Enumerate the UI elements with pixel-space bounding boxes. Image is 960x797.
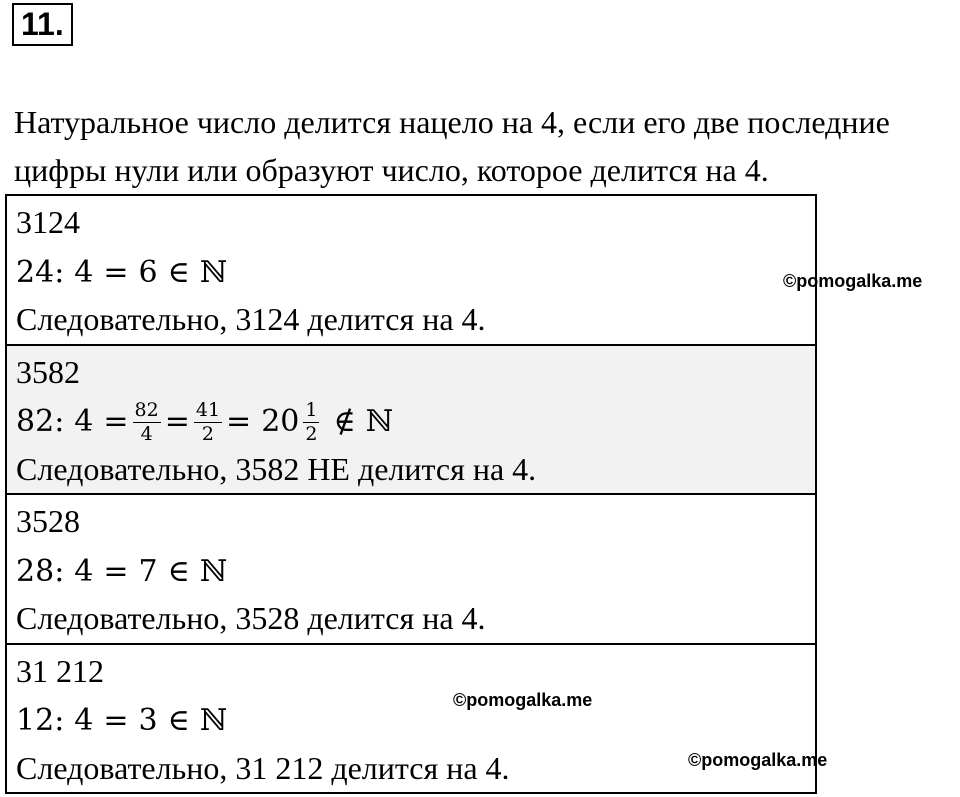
dividend: 28	[16, 553, 55, 589]
row-conclusion: Следовательно, 3124 делится на 4.	[16, 301, 486, 337]
fraction-numerator: 82	[134, 398, 159, 421]
rule-text	[14, 98, 960, 194]
watermark: ©pomogalka.me	[453, 690, 593, 710]
divisor: 4	[74, 553, 94, 589]
non-membership-symbol: ∉	[333, 404, 356, 439]
natural-set-symbol: ℕ	[199, 254, 228, 290]
row-calculation: 28 : 4 = 7 ∈ ℕ	[16, 546, 815, 595]
dividend: 24	[16, 254, 55, 290]
fraction-denominator: 2	[201, 422, 214, 445]
quotient: 7	[138, 553, 158, 589]
fraction	[133, 399, 161, 446]
fraction-denominator: 4	[140, 422, 153, 445]
membership-symbol: ∈	[167, 254, 190, 290]
watermark: ©pomogalka.me	[688, 750, 828, 770]
membership-symbol: ∈	[167, 703, 190, 738]
natural-set-symbol: ℕ	[199, 703, 228, 738]
solution-table	[5, 194, 817, 794]
dividend: 82	[16, 404, 55, 439]
fraction-numerator: 41	[195, 398, 221, 421]
row-calculation: 12 : 4 = 3 ∈ ℕ	[16, 695, 815, 744]
membership-symbol: ∈	[167, 553, 190, 589]
quotient: 3	[138, 703, 158, 738]
solution-row-3124	[7, 196, 815, 344]
task-number: 11.	[12, 3, 73, 46]
watermark: ©pomogalka.me	[783, 271, 923, 291]
solution-row-3582	[7, 344, 815, 494]
rule-line-2: цифры нули или образуют число, которое делится на 4.	[14, 152, 769, 188]
row-conclusion: Следовательно, 31 212 делится на 4.	[16, 749, 510, 786]
dividend: 12	[16, 703, 55, 738]
natural-set-symbol: ℕ	[365, 404, 394, 439]
row-calculation: 24 : 4 = 6 ∈ ℕ	[16, 247, 815, 296]
fraction	[303, 399, 319, 446]
row-number: 3528	[16, 503, 80, 539]
rule-line-1: Натуральное число делится нацело на 4, если его две последние	[14, 104, 890, 140]
solution-row-3528	[7, 493, 815, 643]
whole-part: 20	[261, 404, 300, 439]
row-number: 3582	[16, 353, 80, 390]
divisor: 4	[74, 404, 94, 439]
divisor: 4	[74, 254, 94, 290]
natural-set-symbol: ℕ	[199, 553, 228, 589]
fraction-numerator: 1	[305, 398, 318, 421]
row-conclusion: Следовательно, 3582 НЕ делится на 4.	[16, 450, 537, 487]
fraction	[194, 399, 222, 446]
row-number: 3124	[16, 204, 80, 240]
row-number: 31 212	[16, 652, 104, 689]
divisor: 4	[74, 703, 94, 738]
row-calculation: 82 : 4 = $\frac{82}{4}$ = $\frac{41}{2}$ = 20 $\frac{1}{2}$ ∉ ℕ	[16, 398, 394, 445]
row-conclusion: Следовательно, 3528 делится на 4.	[16, 600, 486, 636]
fraction-denominator: 2	[305, 422, 318, 445]
quotient: 6	[138, 254, 158, 290]
